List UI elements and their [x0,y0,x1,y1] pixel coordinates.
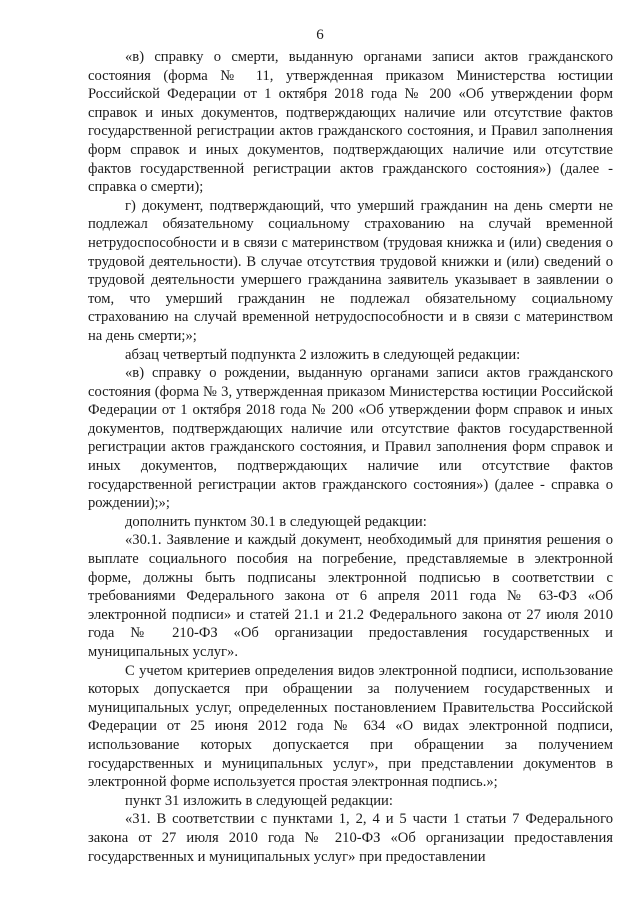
paragraph-amend-subitem-2: абзац четвертый подпункта 2 изложить в следующей редакции: [125,346,521,363]
paragraph-add-item-30-1: дополнить пунктом 30.1 в следующей редакции: [125,513,427,530]
document-body [88,48,613,866]
paragraph-birth-certificate: «в) справку о рождении, выданную органами записи актов гражданского состояния (форма № 3, утвержденная приказом Министерства юстиции Российской Федерации от 1 октября 2018 года № 200 «Об утверждении форм справок и иных документов, подтверждающих наличие или отсутствие фактов государственной регистрации актов гражданского состояния, и Правил заполнения форм справок и иных документов, подтверждающих наличие или отсутствие фактов государственной регистрации актов гражданского состояния») (далее - справка о рождении);»; [88,365,613,512]
paragraph-item-30-1: «30.1. Заявление и каждый документ, необходимый для принятия решения о выплате социального пособия на погребение, представляемые в электронной форме, должны быть подписаны электронной подписью в соответствии с требованиями Федерального закона от 6 апреля 2011 года № 63-ФЗ «Об электронной подписи» и статей 21.1 и 21.2 Федерального закона от 27 июля 2010 года № 210-ФЗ «Об организации предоставления государственных и муниципальных услуг». [88,532,613,660]
paragraph-employment-document: г) документ, подтверждающий, что умерший гражданин на день смерти не подлежал обязательному социальному страхованию на случай временной нетрудоспособности и в связи с материнством (трудовая книжка и (или) сведения о трудовой деятельности). В случае отсутствия трудовой книжки и (или) сведений о трудовой деятельности умершего гражданина заявитель указывает в заявлении о том, что умерший гражданин не подлежал обязательному социальному страхованию на случай временной нетрудоспособности и в связи с материнством на день смерти;»; [88,197,613,344]
paragraph-amend-item-31: пункт 31 изложить в следующей редакции: [125,792,393,809]
paragraph-item-31: «31. В соответствии с пунктами 1, 2, 4 и 5 части 1 статьи 7 Федерального закона от 27 июля 2010 года № 210-ФЗ «Об организации предоставления государственных и муниципальных услуг» при предоставлении [88,811,613,865]
paragraph-death-certificate: «в) справку о смерти, выданную органами записи актов гражданского состояния (форма № 11, утвержденная приказом Министерства юстиции Российской Федерации от 1 октября 2018 года № 200 «Об утверждении форм справок и иных документов, подтверждающих наличие или отсутствие фактов государственной регистрации актов гражданского состояния, и Правил заполнения форм справок и иных документов, подтверждающих наличие или отсутствие фактов государственной регистрации актов гражданского состояния») (далее - справка о смерти); [88,49,613,196]
paragraph-electronic-signature: С учетом критериев определения видов электронной подписи, использование которых допускается при обращении за получением государственных и муниципальных услуг, определенных постановлением Правительства Российской Федерации от 25 июня 2012 года № 634 «О видах электронной подписи, использование которых допускается при обращении за получением государственных и муниципальных услуг», при представлении документов в электронной форме используется простая электронная подпись.»; [88,662,613,791]
page-number: 6 [316,27,324,43]
